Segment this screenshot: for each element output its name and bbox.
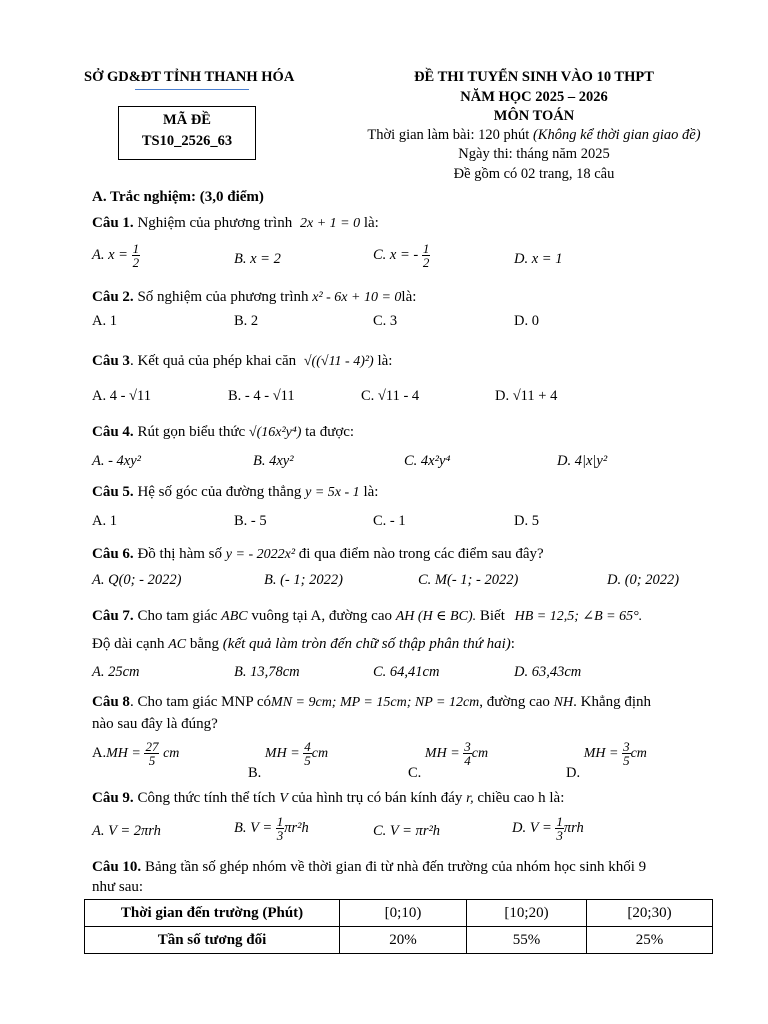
q8-a-den: 5 bbox=[148, 753, 156, 768]
q8-a-lhs: MH = bbox=[106, 745, 141, 761]
q8-option-a[interactable] bbox=[92, 740, 179, 767]
q7-line2a: Độ dài cạnh bbox=[92, 636, 165, 652]
question-7-line2 bbox=[92, 636, 515, 653]
q8-altitude: NH bbox=[553, 695, 574, 710]
q7-given: HB = 12,5; ∠B = 65°. bbox=[514, 609, 643, 624]
table-header-cell: Tần số tương đối bbox=[85, 927, 340, 954]
q5-number: Câu 5. bbox=[92, 484, 134, 500]
q9-text2: của hình trụ có bán kính đáy bbox=[291, 790, 463, 806]
q1-option-c[interactable] bbox=[373, 242, 430, 269]
q9-d-num: 1 bbox=[556, 814, 563, 829]
frequency-table bbox=[84, 899, 713, 954]
q3-option-c[interactable]: C. √11 - 4 bbox=[361, 388, 420, 404]
q5-equation: y = 5x - 1 bbox=[305, 485, 360, 500]
q1-tail: là: bbox=[363, 215, 379, 231]
question-10 bbox=[92, 859, 646, 876]
header-underline bbox=[135, 89, 249, 90]
q9-text: Công thức tính thể tích bbox=[137, 790, 276, 806]
exam-title: ĐỀ THI TUYỂN SINH VÀO 10 THPT bbox=[414, 69, 654, 85]
q5-option-a[interactable]: A. 1 bbox=[92, 513, 117, 529]
q6-option-c[interactable]: C. M(- 1; - 2022) bbox=[418, 572, 519, 588]
q6-option-d[interactable]: D. (0; 2022) bbox=[607, 572, 680, 588]
q3-option-a[interactable]: A. 4 - √11 bbox=[92, 388, 151, 404]
q1-equation: 2x + 1 = 0 bbox=[299, 216, 361, 231]
table-cell: 55% bbox=[467, 927, 587, 954]
q8-a-label: A. bbox=[92, 744, 107, 761]
table-row bbox=[85, 900, 713, 927]
q8-b-label: B. bbox=[248, 764, 262, 781]
q8-c-num: 3 bbox=[464, 739, 471, 754]
q3-expression: √((√11 - 4)²) bbox=[303, 354, 374, 369]
q2-text: Số nghiệm của phương trình bbox=[137, 289, 309, 305]
question-9 bbox=[92, 790, 564, 807]
q9-b-den: 3 bbox=[276, 828, 284, 843]
q7-option-b[interactable]: B. 13,78cm bbox=[234, 664, 300, 680]
q7-line2b: bằng bbox=[189, 636, 220, 652]
q9-option-b[interactable] bbox=[234, 815, 309, 842]
q1-c-num: 1 bbox=[422, 241, 430, 256]
q5-tail: là: bbox=[363, 484, 379, 500]
q7-option-a[interactable]: A. 25cm bbox=[92, 664, 140, 680]
question-8 bbox=[92, 694, 651, 711]
q9-volume-symbol: V bbox=[279, 791, 288, 806]
q7-colon: : bbox=[510, 636, 515, 652]
q8-option-b[interactable] bbox=[248, 739, 329, 781]
q9-b-label: B. V = bbox=[234, 819, 273, 836]
q8-text: . Cho tam giác MNP có bbox=[129, 694, 272, 710]
q9-d-label: D. V = bbox=[512, 819, 552, 836]
q7-side: AC bbox=[168, 637, 187, 652]
q8-option-d[interactable] bbox=[566, 739, 647, 781]
q8-b-fraction bbox=[303, 740, 312, 767]
q2-tail: là: bbox=[401, 289, 417, 305]
q1-a-den: 2 bbox=[132, 255, 140, 270]
q1-a-label: A. x = bbox=[92, 246, 128, 263]
q6-option-a[interactable]: A. Q(0; - 2022) bbox=[92, 572, 182, 588]
exam-code-box bbox=[118, 106, 256, 160]
q8-option-c[interactable] bbox=[408, 739, 489, 781]
q8-c-lhs: MH = bbox=[424, 745, 460, 761]
question-1 bbox=[92, 215, 379, 232]
question-6 bbox=[92, 546, 544, 563]
q1-option-d[interactable]: D. x = 1 bbox=[514, 251, 563, 267]
table-cell: 20% bbox=[340, 927, 467, 954]
table-cell: [20;30) bbox=[587, 900, 713, 927]
q6-text: Đồ thị hàm số bbox=[137, 546, 223, 562]
q4-tail: ta được: bbox=[305, 424, 355, 440]
q1-a-num: 1 bbox=[132, 241, 140, 256]
q2-option-c[interactable]: C. 3 bbox=[373, 313, 398, 329]
q6-function: y = - 2022x² bbox=[225, 547, 296, 562]
department-name: SỞ GD&ĐT TỈNH THANH HÓA bbox=[84, 69, 295, 85]
table-header-cell: Thời gian đến trường (Phút) bbox=[85, 900, 340, 927]
q8-c-label: C. bbox=[408, 764, 422, 781]
subject-name: MÔN TOÁN bbox=[493, 108, 575, 124]
q8-d-lhs: MH = bbox=[583, 745, 619, 761]
q9-d-term: πrh bbox=[563, 819, 584, 836]
q4-option-c[interactable]: C. 4x²y⁴ bbox=[404, 453, 451, 469]
school-year: NĂM HỌC 2025 – 2026 bbox=[460, 89, 608, 105]
time-label: Thời gian làm bài: 120 phút bbox=[367, 127, 530, 143]
exam-code-value: TS10_2526_63 bbox=[141, 133, 233, 149]
q8-b-den: 5 bbox=[304, 753, 311, 768]
q8-b-lhs: MH = bbox=[264, 745, 300, 761]
question-3 bbox=[92, 353, 392, 370]
table-cell: [10;20) bbox=[467, 900, 587, 927]
q8-b-unit: cm bbox=[311, 745, 329, 761]
q9-text3: chiều cao h là: bbox=[477, 790, 565, 806]
q8-d-fraction bbox=[622, 740, 631, 767]
q7-note: (kết quả làm tròn đến chữ số thập phân thứ hai) bbox=[222, 636, 511, 652]
q2-option-b[interactable]: B. 2 bbox=[234, 313, 259, 329]
q8-d-label: D. bbox=[566, 764, 581, 781]
table-cell: 25% bbox=[587, 927, 713, 954]
q6-tail: đi qua điểm nào trong các điểm sau đây? bbox=[298, 546, 544, 562]
q3-number: Câu 3 bbox=[92, 353, 130, 369]
question-5 bbox=[92, 484, 378, 501]
q6-option-b[interactable]: B. (- 1; 2022) bbox=[264, 572, 343, 588]
q8-sides: MN = 9cm; MP = 15cm; NP = 12cm bbox=[271, 695, 480, 710]
q2-number: Câu 2. bbox=[92, 289, 134, 305]
q8-a-unit: cm bbox=[163, 745, 180, 761]
q9-b-fraction bbox=[276, 815, 285, 842]
table-row bbox=[85, 927, 713, 954]
q1-option-a[interactable] bbox=[92, 242, 140, 269]
q8-c-fraction bbox=[463, 740, 472, 767]
q8-b-num: 4 bbox=[304, 739, 311, 754]
q9-b-num: 1 bbox=[276, 814, 284, 829]
q2-option-a[interactable]: A. 1 bbox=[92, 313, 117, 329]
q8-c-unit: cm bbox=[471, 745, 489, 761]
q10-text: Bảng tần số ghép nhóm về thời gian đi từ nhà đến trường của nhóm học sinh khối 9 bbox=[144, 859, 647, 875]
q5-option-d[interactable]: D. 5 bbox=[514, 513, 539, 529]
q7-text3: Biết bbox=[479, 608, 505, 624]
q7-number: Câu 7. bbox=[92, 608, 134, 624]
q8-text2: , đường cao bbox=[479, 694, 550, 710]
q3-option-b[interactable]: B. - 4 - √11 bbox=[228, 388, 295, 404]
q1-a-fraction bbox=[132, 242, 141, 269]
q1-c-den: 2 bbox=[422, 255, 430, 270]
table-cell: [0;10) bbox=[340, 900, 467, 927]
q8-c-den: 4 bbox=[464, 753, 471, 768]
question-7 bbox=[92, 608, 642, 625]
q1-option-b[interactable]: B. x = 2 bbox=[234, 251, 281, 267]
question-10-line2: như sau: bbox=[92, 879, 144, 895]
time-allowed bbox=[352, 127, 716, 144]
time-note: (Không kể thời gian giao đề) bbox=[532, 127, 701, 143]
q2-option-d[interactable]: D. 0 bbox=[514, 313, 539, 329]
q6-number: Câu 6. bbox=[92, 546, 134, 562]
q5-option-b[interactable]: B. - 5 bbox=[234, 513, 267, 529]
q10-number: Câu 10. bbox=[92, 859, 142, 875]
q7-option-c[interactable]: C. 64,41cm bbox=[373, 664, 440, 680]
q7-triangle: ABC bbox=[221, 609, 248, 624]
section-a-title: A. Trắc nghiệm: (3,0 điểm) bbox=[92, 189, 264, 205]
exam-code-label: MÃ ĐỀ bbox=[163, 112, 211, 128]
q8-a-num: 27 bbox=[145, 739, 159, 754]
q9-option-c[interactable]: C. V = πr²h bbox=[373, 823, 441, 839]
q8-d-den: 5 bbox=[623, 753, 630, 768]
q8-d-unit: cm bbox=[630, 745, 647, 761]
q4-expression: √(16x²y⁴) bbox=[248, 425, 302, 440]
q3-tail: là: bbox=[377, 353, 393, 369]
exam-date: Ngày thi: tháng năm 2025 bbox=[458, 146, 610, 162]
question-2 bbox=[92, 289, 416, 306]
q1-c-label: C. x = - bbox=[373, 246, 419, 263]
question-4 bbox=[92, 424, 354, 441]
q9-d-den: 3 bbox=[556, 828, 563, 843]
q4-option-a[interactable]: A. - 4xy² bbox=[92, 453, 142, 469]
q8-number: Câu 8 bbox=[92, 694, 130, 710]
q3-option-d[interactable]: D. √11 + 4 bbox=[495, 388, 558, 404]
q8-a-fraction bbox=[144, 740, 159, 767]
q1-c-fraction bbox=[422, 242, 431, 269]
q9-radius-symbol: r, bbox=[466, 791, 474, 806]
q9-number: Câu 9. bbox=[92, 790, 134, 806]
q9-b-term: πr²h bbox=[284, 819, 309, 836]
q4-option-b[interactable]: B. 4xy² bbox=[253, 453, 294, 469]
q9-option-a[interactable]: A. V = 2πrh bbox=[92, 823, 161, 839]
question-8-line2: nào sau đây là đúng? bbox=[92, 716, 218, 732]
q9-d-fraction bbox=[555, 815, 564, 842]
q4-text: Rút gọn biểu thức bbox=[137, 424, 246, 440]
q7-text: Cho tam giác bbox=[137, 608, 218, 624]
q5-text: Hệ số góc của đường thẳng bbox=[137, 484, 302, 500]
q7-option-d[interactable]: D. 63,43cm bbox=[514, 664, 582, 680]
q4-option-d[interactable]: D. 4|x|y² bbox=[557, 453, 608, 469]
q1-number: Câu 1. bbox=[92, 215, 134, 231]
q3-text: . Kết quả của phép khai căn bbox=[129, 353, 297, 369]
q8-text3: . Khẳng định bbox=[573, 694, 652, 710]
q8-d-num: 3 bbox=[623, 739, 630, 754]
q5-option-c[interactable]: C. - 1 bbox=[373, 513, 406, 529]
q9-option-d[interactable] bbox=[512, 815, 584, 842]
q7-altitude: AH (H ∈ BC). bbox=[395, 609, 477, 624]
q2-equation: x² - 6x + 10 = 0 bbox=[312, 290, 402, 305]
q1-text: Nghiệm của phương trình bbox=[137, 215, 293, 231]
page-count: Đề gồm có 02 trang, 18 câu bbox=[453, 166, 615, 182]
q4-number: Câu 4. bbox=[92, 424, 134, 440]
q7-text2: vuông tại A, đường cao bbox=[251, 608, 392, 624]
